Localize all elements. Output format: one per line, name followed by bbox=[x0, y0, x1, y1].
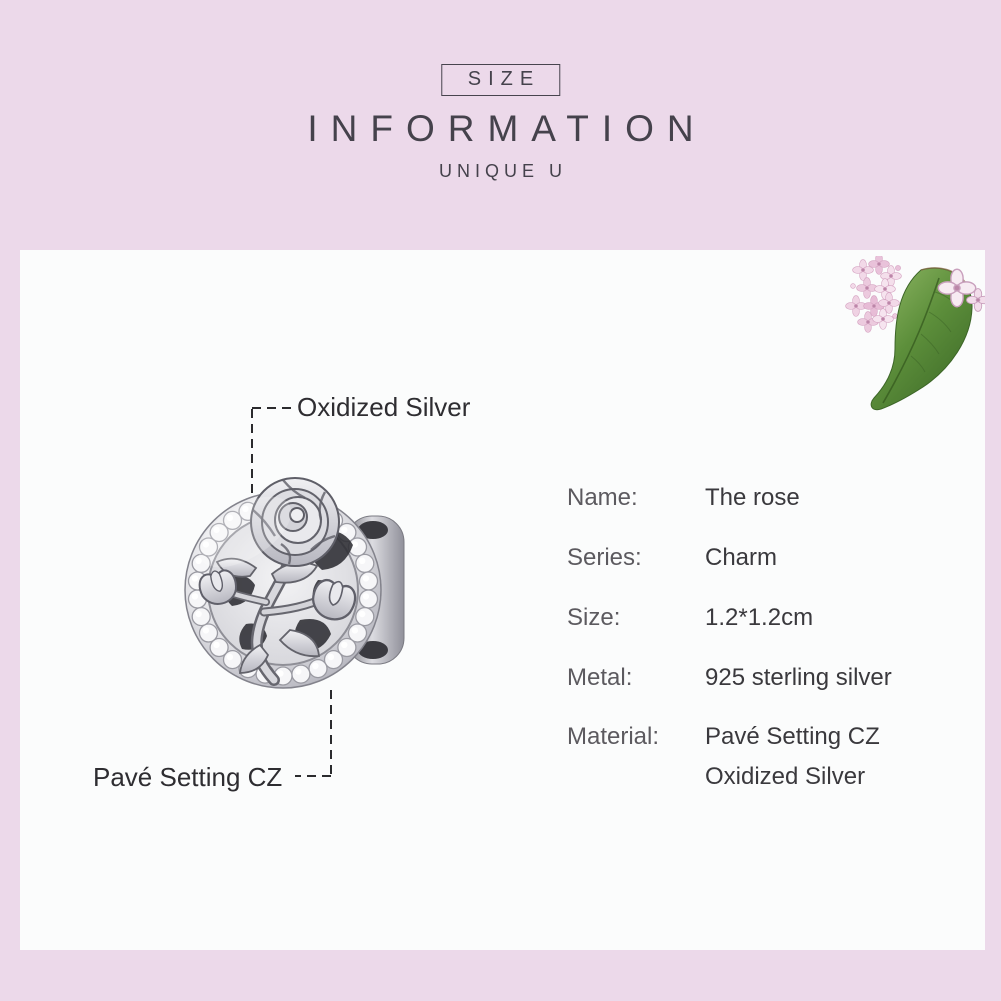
spec-label: Series: bbox=[567, 544, 642, 571]
lilac-flower-cluster bbox=[846, 256, 902, 332]
size-badge bbox=[441, 64, 560, 96]
callout-oxidized-silver: Oxidized Silver bbox=[297, 392, 471, 422]
spec-value-line-2: Oxidized Silver bbox=[705, 763, 866, 790]
spec-value bbox=[705, 717, 880, 797]
spec-row-metal bbox=[567, 648, 977, 708]
flower-leaf-decoration bbox=[843, 256, 985, 416]
spec-value: 925 sterling silver bbox=[705, 664, 892, 691]
spec-value: 1.2*1.2cm bbox=[705, 604, 814, 631]
spec-label: Name: bbox=[567, 484, 638, 511]
header bbox=[0, 0, 1001, 250]
product-card bbox=[20, 250, 985, 950]
spec-value: Charm bbox=[705, 544, 778, 571]
spec-row-series bbox=[567, 528, 977, 588]
spec-row-material bbox=[567, 708, 977, 797]
spec-label: Metal: bbox=[567, 664, 633, 691]
page-title: INFORMATION bbox=[307, 108, 707, 149]
spec-row-name bbox=[567, 468, 977, 528]
spec-label: Material: bbox=[567, 723, 660, 750]
size-badge-label: SIZE bbox=[467, 68, 541, 90]
brand-subtitle: UNIQUE U bbox=[438, 161, 567, 181]
spec-label: Size: bbox=[567, 604, 621, 631]
spec-list bbox=[567, 468, 977, 797]
rose-charm-image bbox=[160, 440, 426, 700]
spec-value-line-1: Pavé Setting CZ bbox=[705, 723, 880, 750]
spec-row-size bbox=[567, 588, 977, 648]
callout-pave-setting-cz: Pavé Setting CZ bbox=[93, 762, 283, 792]
spec-value: The rose bbox=[705, 484, 800, 511]
